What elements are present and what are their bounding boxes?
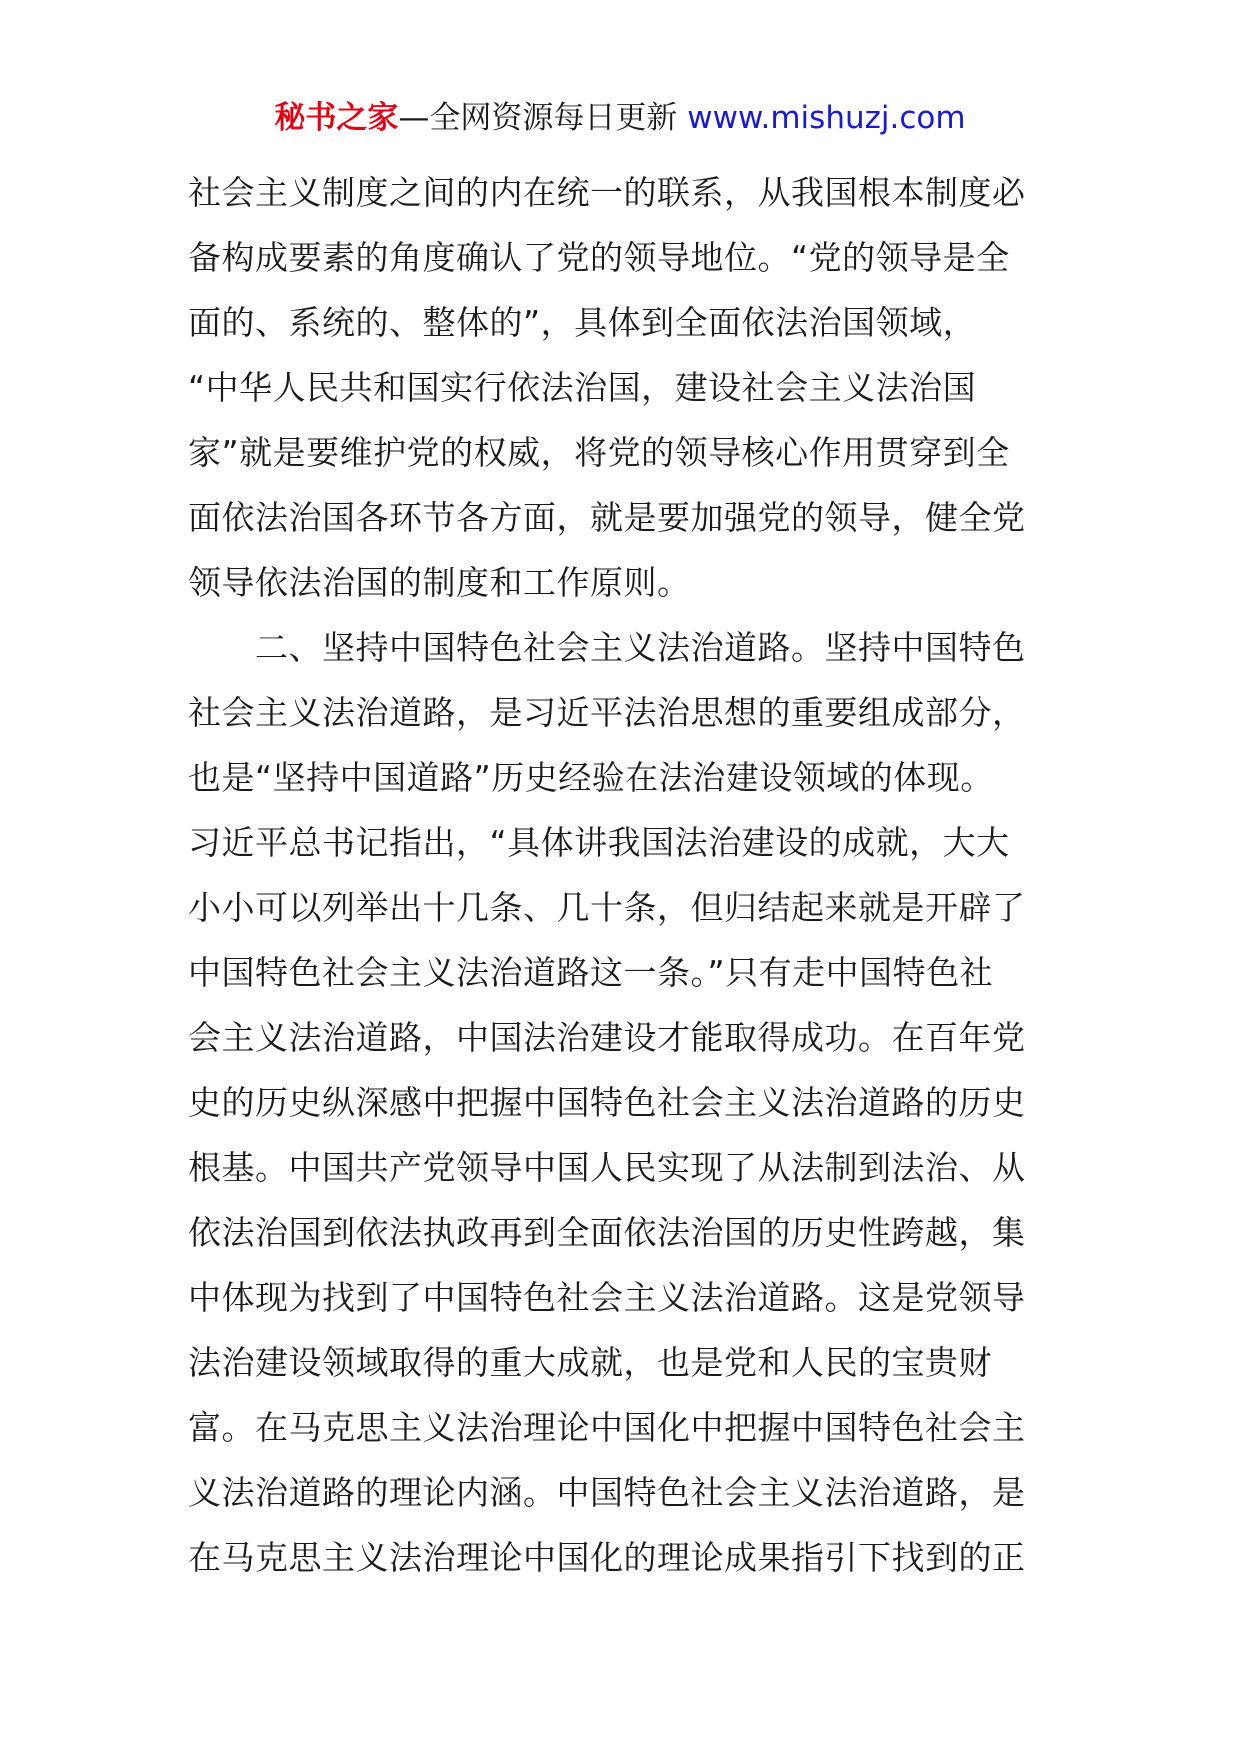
text-line: 根基。中国共产党领导中国人民实现了从法制到法治、从 bbox=[188, 1148, 1026, 1187]
header-tagline: —全网资源每日更新 bbox=[398, 100, 688, 136]
text-line: 中体现为找到了中国特色社会主义法治道路。这是党领导 bbox=[188, 1278, 1026, 1317]
text-line: 依法治国到依法执政再到全面依法治国的历史性跨越，集 bbox=[188, 1213, 1026, 1252]
text-line: 备构成要素的角度确认了党的领导地位。“党的领导是全 bbox=[188, 238, 1010, 277]
text-line: 在马克思主义法治理论中国化的理论成果指引下找到的正 bbox=[188, 1538, 1026, 1577]
document-body bbox=[188, 160, 1060, 1590]
text-line: 也是“坚持中国道路”历史经验在法治建设领域的体现。 bbox=[188, 758, 994, 797]
text-line: 会主义法治道路，中国法治建设才能取得成功。在百年党 bbox=[188, 1018, 1026, 1057]
text-line: 领导依法治国的制度和工作原则。 bbox=[188, 563, 691, 602]
text-line: 家”就是要维护党的权威，将党的领导核心作用贯穿到全 bbox=[188, 433, 1010, 472]
text-line: 社会主义法治道路，是习近平法治思想的重要组成部分， bbox=[188, 693, 1026, 732]
text-line: 中国特色社会主义法治道路这一条。”只有走中国特色社 bbox=[188, 953, 994, 992]
text-line: 义法治道路的理论内涵。中国特色社会主义法治道路，是 bbox=[188, 1473, 1026, 1512]
text-line: 社会主义制度之间的内在统一的联系，从我国根本制度必 bbox=[188, 173, 1026, 212]
text-line: 面的、系统的、整体的”，具体到全面依法治国领域， bbox=[188, 303, 977, 342]
text-line: 史的历史纵深感中把握中国特色社会主义法治道路的历史 bbox=[188, 1083, 1026, 1122]
brand-name: 秘书之家 bbox=[274, 100, 399, 136]
page-header bbox=[0, 96, 1240, 140]
text-line: 法治建设领域取得的重大成就，也是党和人民的宝贵财 bbox=[188, 1343, 992, 1382]
text-line: 面依法治国各环节各方面，就是要加强党的领导，健全党 bbox=[188, 498, 1026, 537]
text-line: 富。在马克思主义法治理论中国化中把握中国特色社会主 bbox=[188, 1408, 1026, 1447]
text-line: 小小可以列举出十几条、几十条，但归结起来就是开辟了 bbox=[188, 888, 1026, 927]
website-link[interactable]: www.mishuzj.com bbox=[687, 100, 966, 136]
text-line: 二、坚持中国特色社会主义法治道路。坚持中国特色 bbox=[188, 628, 1026, 667]
text-line: 习近平总书记指出，“具体讲我国法治建设的成就，大大 bbox=[188, 823, 1010, 862]
text-line: “中华人民共和国实行依法治国，建设社会主义法治国 bbox=[188, 368, 977, 407]
